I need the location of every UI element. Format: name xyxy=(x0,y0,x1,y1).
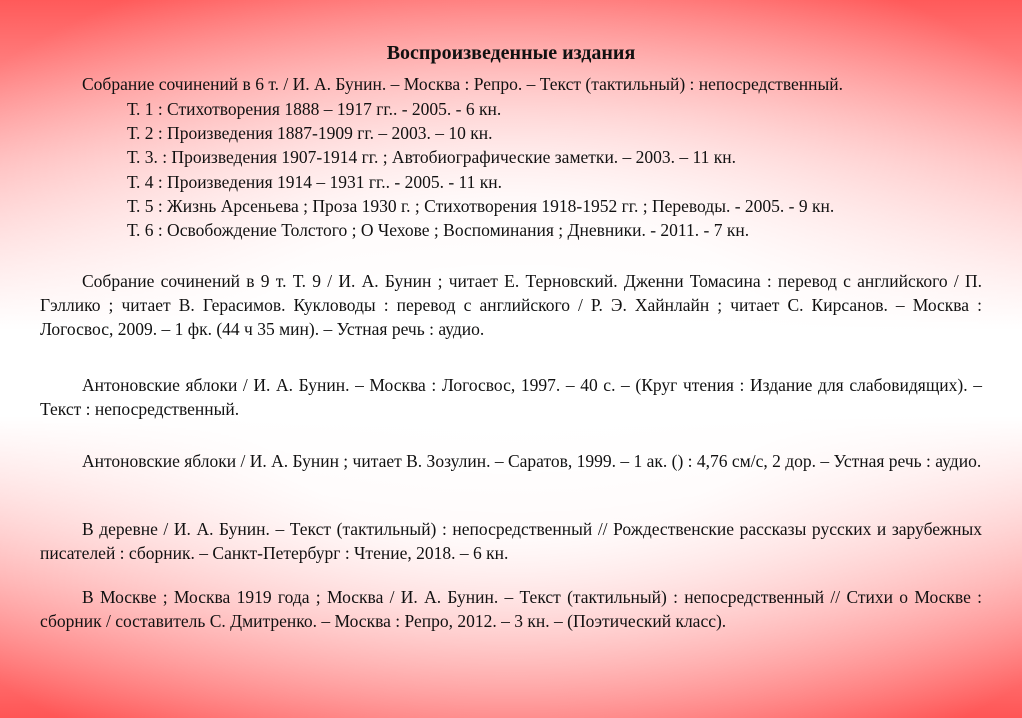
volume-2: Т. 2 : Произведения 1887-1909 гг. – 2003. – 10 кн. xyxy=(127,123,493,143)
volume-6: Т. 6 : Освобождение Толстого ; О Чехове ; Воспоминания ; Дневники. - 2011. - 7 кн. xyxy=(127,220,750,240)
entry-collection-9: Собрание сочинений в 9 т. Т. 9 / И. А. Бунин ; читает Е. Терновский. Дженни Томасина : перевод с английского / П. Гэллико ; читает В. Герасимов. Кукловоды : перевод с английского / Р. Э. Хайнлайн ; читает С. Кирсанов. – Москва : Логосвос, 2009. – 1 фк. (44 ч 35 мин). – Устная речь : аудио. xyxy=(40,271,982,339)
entry-antonovskie-yabloki-print: Антоновские яблоки / И. А. Бунин. – Москва : Логосвос, 1997. – 40 с. – (Круг чтения : Издание для слабовидящих). – Текст : непосредственный. xyxy=(40,375,982,419)
entry-antonovskie-yabloki-audio: Антоновские яблоки / И. А. Бунин ; читает В. Зозулин. – Саратов, 1999. – 1 ак. () : 4,76 см/с, 2 дор. – Устная речь : аудио. xyxy=(82,451,982,471)
volume-1: Т. 1 : Стихотворения 1888 – 1917 гг.. - 2005. - 6 кн. xyxy=(127,99,502,119)
entry-v-moskve: В Москве ; Москва 1919 года ; Москва / И. А. Бунин. – Текст (тактильный) : непосредственный // Стихи о Москве : сборник / составитель С. Дмитренко. – Москва : Репро, 2012. – 3 кн. – (Поэтический класс). xyxy=(40,587,982,631)
entry-v-derevne: В деревне / И. А. Бунин. – Текст (тактильный) : непосредственный // Рождественские рассказы русских и зарубежных писателей : сборник. – Санкт-Петербург : Чтение, 2018. – 6 кн. xyxy=(40,519,982,563)
volume-4: Т. 4 : Произведения 1914 – 1931 гг.. - 2005. - 11 кн. xyxy=(127,172,502,192)
volume-3: Т. 3. : Произведения 1907-1914 гг. ; Автобиографические заметки. – 2003. – 11 кн. xyxy=(127,147,737,167)
volume-5: Т. 5 : Жизнь Арсеньева ; Проза 1930 г. ; Стихотворения 1918-1952 гг. ; Переводы. - 2005. - 9 кн. xyxy=(127,196,835,216)
collection-6-header: Собрание сочинений в 6 т. / И. А. Бунин. – Москва : Репро. – Текст (тактильный) : непосредственный. xyxy=(82,74,843,94)
page-title: Воспроизведенные издания xyxy=(386,42,636,64)
